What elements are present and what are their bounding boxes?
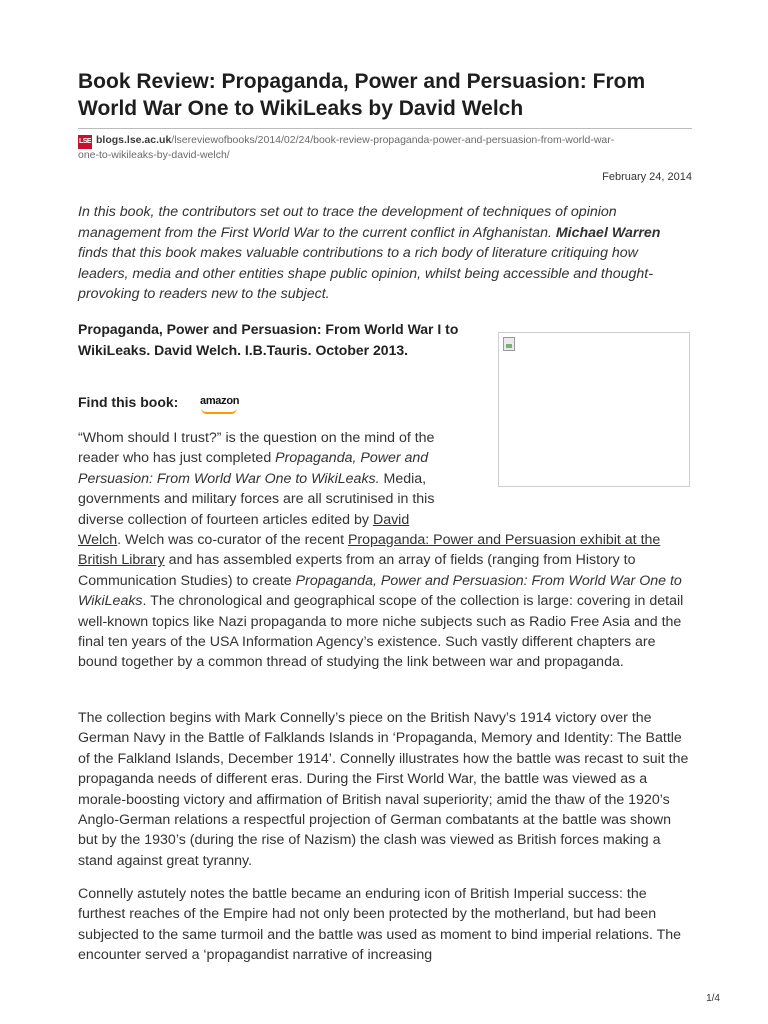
p1-line-1: “Whom should I trust?” is the question on the mind of the [78, 430, 435, 446]
p1-rest-text-3: . The chronological and geographical scope of the collection is large: covering in detail well-known topics like Nazi propaganda to more niche subjects such as Radio Free Asia and the final ten years of the USA Information Agency’s existence. Such vastly different chapters are bound together by a common thread of studying the link between war and propaganda. [78, 593, 684, 671]
p1-line-5 [78, 510, 692, 530]
book-info [78, 319, 470, 360]
source-domain: blogs.lse.ac.uk [96, 134, 172, 146]
lead-author: Michael Warren [555, 224, 661, 241]
body-paragraph-3: Connelly astutely notes the battle became an enduring icon of British Imperial success: the furthest reaches of the Empire had not only been protected by the motherland, but had been subjected to the same turmoil and the battle was used as moment to bind imperial relations. The encounter served a ‘propagandist narrative of increasing [78, 886, 682, 964]
body-paragraph-1 [78, 428, 692, 673]
amazon-smile-icon [201, 408, 237, 414]
p1-line-4: governments and military forces are all scrutinised in this [78, 491, 435, 508]
publish-date: February 24, 2014 [602, 171, 692, 183]
source-divider [78, 128, 692, 129]
p1-rest-text-1: . Welch was co-curator of the recent [117, 532, 348, 549]
editor-link-part1[interactable]: David [372, 511, 410, 528]
p1-rest-text-2: and has assembled experts from an array of fields (ranging from History to Communication Studies) to create [78, 552, 636, 589]
body-paragraph-2: The collection begins with Mark Connelly’s piece on the British Navy’s 1914 victory over the German Navy in the Battle of Falklands Islands in ‘Propaganda, Memory and Identity: The Battle of the Falkland Islands, December 1914’. Connelly illustrates how the battle was recast to suit the propaganda needs of different eras. During the First World War, the battle was viewed as a morale-boosting victory and affirmation of British naval superiority; amid the thaw of the 1920’s Anglo-German relations a respectful projection of German combatants at the battle was shown but by the 1930’s (during the rise of Nazism) the clash was viewed as British forces making a stand against great tyranny. [78, 710, 689, 869]
lse-logo-icon: LSE [78, 135, 92, 149]
find-this-book-label: Find this book: [78, 394, 179, 410]
lead-paragraph [78, 202, 692, 305]
p1-line-2-title: Propaganda, Power and [275, 450, 429, 467]
exhibit-link[interactable]: Propaganda: Power and Persuasion exhibit at the British Library [78, 532, 661, 569]
p1-line-2 [78, 448, 692, 468]
article-title: Book Review: Propaganda, Power and Persuasion: From World War One to WikiLeaks by David Welch [78, 70, 646, 120]
p1-line-3-text: Media, [379, 470, 427, 487]
editor-link-part2[interactable]: Welch [78, 532, 118, 549]
broken-image-icon [503, 337, 515, 351]
book-publication: . David Welch. I.B.Tauris. October 2013. [146, 341, 409, 358]
source-url[interactable] [96, 134, 696, 147]
p1-line-3-title: Persuasion: From World War One to WikiLeaks. [78, 470, 380, 487]
lead-text-2: finds that this book makes valuable contributions to a rich body of literature critiquing how leaders, media and other entities shape public opinion, whilst being accessible and thought-provoking to readers new to the subject. [78, 245, 653, 302]
source-path-line1: /lsereviewofbooks/2014/02/24/book-review-propaganda-power-and-persuasion-from-world-war- [171, 134, 615, 146]
p1-line-3 [78, 469, 692, 489]
p1-line-5-text: diverse collection of fourteen articles edited by [78, 511, 373, 528]
amazon-link[interactable]: amazon [200, 395, 240, 407]
p1-rest-book-title: Propaganda, Power and Persuasion: From World War One to WikiLeaks [78, 572, 682, 610]
source-path-line2[interactable]: one-to-wikileaks-by-david-welch/ [78, 149, 230, 161]
p1-line-2-text: reader who has just completed [78, 450, 276, 467]
lead-text-1: In this book, the contributors set out to trace the development of techniques of opinion management from the First World War to the current conflict in Afghanistan. [78, 204, 617, 241]
page-number: 1/4 [706, 993, 720, 1004]
book-title: Propaganda, Power and Persuasion: From World War I to WikiLeaks [78, 321, 459, 358]
